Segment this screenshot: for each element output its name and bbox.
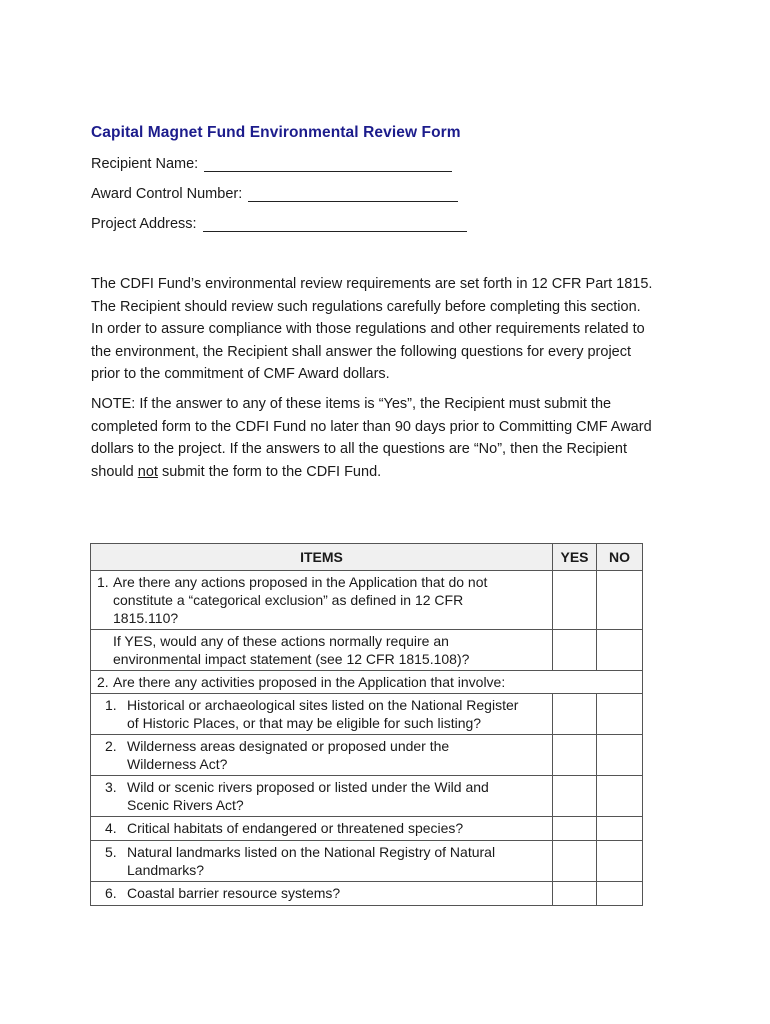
table-row-subitem bbox=[91, 841, 643, 882]
table-header-row bbox=[91, 544, 643, 571]
table-row-q1 bbox=[91, 571, 643, 630]
subitem-cell bbox=[91, 776, 553, 817]
q2-text: Are there any activities proposed in the Application that involve: bbox=[113, 674, 506, 690]
q1-followup-yes-checkbox-cell[interactable] bbox=[553, 630, 597, 671]
subitem-cell bbox=[91, 817, 553, 841]
subitem-yes-checkbox-cell[interactable] bbox=[553, 817, 597, 841]
note-line: completed form to the CDFI Fund no later than 90 days prior to Committing CMF Award bbox=[91, 418, 652, 435]
q1-number: 1. bbox=[97, 574, 109, 590]
q1-text-line: Are there any actions proposed in the Application that do not bbox=[113, 574, 488, 590]
project-address-blank[interactable] bbox=[203, 217, 467, 232]
subitem-no-checkbox-cell[interactable] bbox=[597, 841, 643, 882]
subitem-text-line: Historical or archaeological sites listed on the National Register bbox=[127, 697, 519, 713]
subitem-text-line: Wild or scenic rivers proposed or listed under the Wild and bbox=[127, 779, 489, 795]
intro-line: The CDFI Fund’s environmental review requirements are set forth in 12 CFR Part 1815. bbox=[91, 276, 653, 292]
subitem-number: 6. bbox=[105, 885, 117, 901]
note-line: dollars to the project. If the answers to all the questions are “No”, then the Recipient bbox=[91, 441, 627, 457]
subitem-text-line: of Historic Places, or that may be eligible for such listing? bbox=[127, 715, 482, 731]
subitem-no-checkbox-cell[interactable] bbox=[597, 776, 643, 817]
subitem-number: 2. bbox=[105, 738, 117, 754]
no-header: NO bbox=[597, 544, 643, 571]
q1-followup-no-checkbox-cell[interactable] bbox=[597, 630, 643, 671]
table-row-subitem bbox=[91, 735, 643, 776]
recipient-name-label: Recipient Name: bbox=[91, 156, 199, 172]
q1-followup-cell bbox=[91, 630, 553, 671]
subitem-cell bbox=[91, 694, 553, 735]
subitem-text-line: Critical habitats of endangered or threatened species? bbox=[127, 820, 464, 836]
project-address-field bbox=[91, 216, 467, 232]
subitem-cell bbox=[91, 882, 553, 906]
award-control-number-label: Award Control Number: bbox=[91, 186, 243, 202]
q1-text-line: 1815.110? bbox=[113, 610, 179, 626]
table-row-q2 bbox=[91, 671, 643, 694]
note-emphasis: not bbox=[137, 463, 158, 480]
subitem-yes-checkbox-cell[interactable] bbox=[553, 882, 597, 906]
items-header: ITEMS bbox=[91, 544, 553, 571]
table-row-subitem bbox=[91, 882, 643, 906]
table-row-q1-followup bbox=[91, 630, 643, 671]
q1-yes-checkbox-cell[interactable] bbox=[553, 571, 597, 630]
recipient-name-blank[interactable] bbox=[204, 157, 452, 172]
table-row-subitem bbox=[91, 776, 643, 817]
subitem-text-line: Natural landmarks listed on the National Registry of Natural bbox=[127, 844, 496, 860]
subitem-yes-checkbox-cell[interactable] bbox=[553, 735, 597, 776]
subitem-no-checkbox-cell[interactable] bbox=[597, 735, 643, 776]
q1-no-checkbox-cell[interactable] bbox=[597, 571, 643, 630]
q2-number: 2. bbox=[97, 674, 109, 690]
intro-line: prior to the commitment of CMF Award dollars. bbox=[91, 366, 390, 382]
subitem-number: 1. bbox=[105, 697, 117, 713]
review-items-table bbox=[90, 543, 643, 906]
subitem-text-line: Wilderness Act? bbox=[127, 756, 228, 772]
note-paragraph bbox=[91, 393, 691, 483]
intro-line: The Recipient should review such regulations carefully before completing this section. bbox=[91, 298, 641, 315]
subitem-text-line: Landmarks? bbox=[127, 862, 205, 878]
subitem-cell bbox=[91, 735, 553, 776]
award-control-number-blank[interactable] bbox=[248, 187, 458, 202]
page-title: Capital Magnet Fund Environmental Review Form bbox=[91, 124, 461, 141]
intro-line: the environment, the Recipient shall answer the following questions for every project bbox=[91, 343, 632, 360]
note-line-last bbox=[91, 461, 691, 484]
note-last-prefix: should bbox=[91, 463, 138, 480]
award-control-number-field bbox=[91, 186, 458, 202]
table-row-subitem bbox=[91, 694, 643, 735]
recipient-name-field bbox=[91, 156, 452, 172]
subitem-no-checkbox-cell[interactable] bbox=[597, 882, 643, 906]
subitem-no-checkbox-cell[interactable] bbox=[597, 817, 643, 841]
table-row-subitem bbox=[91, 817, 643, 841]
note-last-suffix: submit the form to the CDFI Fund. bbox=[157, 463, 382, 480]
subitem-text-line: Scenic Rivers Act? bbox=[127, 797, 244, 813]
q1-text-line: constitute a “categorical exclusion” as defined in 12 CFR bbox=[113, 592, 464, 608]
subitem-yes-checkbox-cell[interactable] bbox=[553, 694, 597, 735]
project-address-label: Project Address: bbox=[91, 216, 197, 232]
subitem-no-checkbox-cell[interactable] bbox=[597, 694, 643, 735]
subitem-cell bbox=[91, 841, 553, 882]
subitem-number: 4. bbox=[105, 820, 117, 836]
subitem-yes-checkbox-cell[interactable] bbox=[553, 776, 597, 817]
q1-cell bbox=[91, 571, 553, 630]
subitem-text-line: Coastal barrier resource systems? bbox=[127, 885, 341, 901]
subitem-text-line: Wilderness areas designated or proposed under the bbox=[127, 738, 450, 754]
q1-followup-line: If YES, would any of these actions normally require an bbox=[113, 633, 449, 649]
subitem-number: 5. bbox=[105, 844, 117, 860]
intro-line: In order to assure compliance with those regulations and other requirements related to bbox=[91, 321, 645, 337]
subitem-yes-checkbox-cell[interactable] bbox=[553, 841, 597, 882]
yes-header: YES bbox=[553, 544, 597, 571]
intro-paragraph bbox=[91, 273, 691, 386]
note-line: NOTE: If the answer to any of these items is “Yes”, the Recipient must submit the bbox=[91, 396, 612, 412]
subitem-number: 3. bbox=[105, 779, 117, 795]
q2-cell bbox=[91, 671, 643, 694]
q1-followup-line: environmental impact statement (see 12 CFR 1815.108)? bbox=[113, 651, 470, 667]
